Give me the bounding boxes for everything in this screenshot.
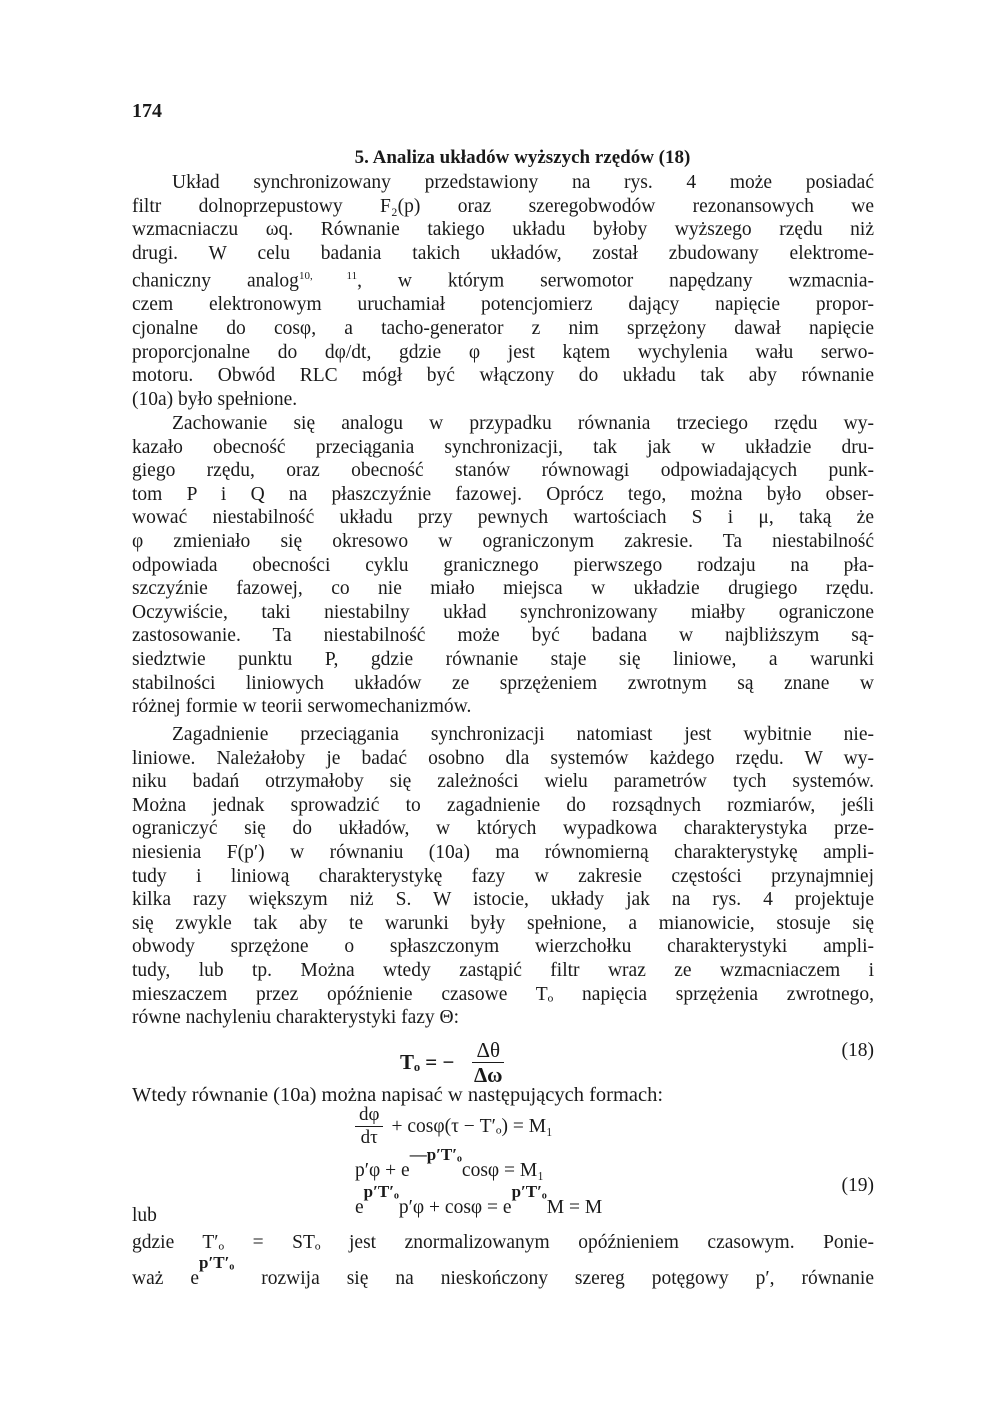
paragraph-1 — [132, 171, 874, 411]
text-line: tom P i Q na płaszczyźnie fazowej. Oprócz tego, można było obser- — [132, 483, 874, 505]
fraction-numerator: dφ — [355, 1104, 383, 1127]
text-line: φ zmieniało się okresowo w ograniczonym zakresie. Ta niestabilność — [132, 530, 874, 552]
text-line: Oczywiście, taki niestabilny układ synchronizowany miałby ograniczone — [132, 601, 874, 623]
text-line: niku badań otrzymałoby się zależności wielu parametrów tych systemów. — [132, 771, 874, 793]
equation-part: p′φ + cosφ = e — [398, 1197, 512, 1218]
fraction-numerator: Δθ — [472, 1038, 504, 1063]
equation-part: e — [355, 1197, 364, 1218]
text-line: stabilności liniowych układów ze sprzężeniem zwrotnym są znane w — [132, 672, 874, 694]
equation-part: M = M — [546, 1197, 603, 1218]
fraction — [355, 1104, 383, 1149]
fraction-denominator: Δω — [473, 1063, 503, 1087]
text-line — [132, 265, 874, 293]
text-part: rozwija się na nieskończony szereg potęgowy p′, równanie — [261, 1268, 874, 1289]
equation-19-line-1 — [355, 1104, 553, 1149]
text-line: wzmacniaczu ωq. Równanie takiego układu byłoby wyższego rzędu niż — [132, 219, 874, 241]
text-line: Układ synchronizowany przedstawiony na rys. 4 może posiadać — [172, 172, 874, 193]
equation-number-18: (18) — [841, 1040, 874, 1061]
equation-lhs: Tₒ = − — [400, 1050, 455, 1074]
paragraph-3 — [132, 723, 874, 1030]
text-line: liniowe. Należałoby je badać osobno dla systemów każdego rzędu. W wy- — [132, 747, 874, 769]
text-line: tudy i liniową charakterystykę fazy w zakresie częstości przynajmniej — [132, 865, 874, 887]
text-line: (10a) było spełnione. — [132, 388, 298, 410]
exponent: p′T′ₒ — [199, 1253, 235, 1272]
lub-label: lub — [132, 1205, 157, 1226]
text-part: waż e — [132, 1268, 200, 1289]
text-line: czem elektronowym uruchamiał potencjomierz dający napięcie propor- — [132, 294, 874, 316]
text-line: zastosowanie. Ta niestabilność może być badana w najbliższym są- — [132, 625, 874, 647]
equation-intro-text: Wtedy równanie (10a) można napisać w następujących formach: — [132, 1084, 664, 1106]
text-line: odpowiada obecności cyklu granicznego pierwszego rodzaju na pła- — [132, 554, 874, 576]
text-line: równe nachyleniu charakterystyki fazy Θ: — [132, 1007, 460, 1029]
exponent: —p′T′ₒ — [409, 1145, 462, 1164]
text-line: mieszaczem przez opóźnienie czasowe Tₒ napięcia sprzężenia zwrotnego, — [132, 983, 874, 1005]
exponent: p′T′ₒ — [511, 1182, 547, 1201]
equation-rest: + cosφ(τ − T′ₒ) = M₁ — [391, 1115, 553, 1137]
section-title: 5. Analiza układów wyższych rzędów (18) — [354, 147, 691, 168]
fraction — [472, 1038, 504, 1087]
equation-18 — [400, 1038, 504, 1087]
text-line: tudy, lub tp. Można wtedy zastąpić filtr wraz ze wzmacniaczem i — [132, 959, 874, 981]
text-line: ograniczyć się do układów, w których wypadkowa charakterystyka prze- — [132, 818, 874, 840]
equation-part: p′φ + e — [355, 1160, 410, 1181]
text-line: cjonalne do cosφ, a tacho-generator z nim sprzężony dawał napięcie — [132, 318, 874, 340]
citation-refs: 10, 11 — [298, 270, 358, 283]
text-line: obwody sprzężone o spłaszczonym wierzchołku charakterystyki ampli- — [132, 936, 874, 958]
analog-text: chaniczny analog — [132, 270, 299, 292]
equation-19-line-3 — [355, 1182, 603, 1219]
equation-19-line-2 — [355, 1145, 545, 1182]
text-line: motoru. Obwód RLC mógł być włączony do układu tak aby równanie — [132, 365, 874, 387]
text-line: się zwykle tak aby te warunki były spełnione, a mianowicie, stosuje się — [132, 912, 874, 934]
text-line — [132, 1253, 874, 1290]
text-line: siedztwie punktu P, gdzie równanie staje się liniowe, a warunki — [132, 648, 874, 670]
text-line: proporcjonalne do dφ/dt, gdzie φ jest kątem wychylenia wału serwo- — [132, 341, 874, 363]
fraction-denominator: dτ — [360, 1127, 378, 1148]
text-line: gdzie T′ₒ = STₒ jest znormalizowanym opóźnieniem czasowym. Ponie- — [132, 1232, 874, 1253]
text-line: Zachowanie się analogu w przypadku równania trzeciego rzędu wy- — [172, 413, 874, 434]
text-line: wować niestabilność układu przy pewnych wartościach S i μ, taką że — [132, 507, 874, 529]
text-line: różnej formie w teorii serwomechanizmów. — [132, 696, 472, 718]
text-line: Zagadnienie przeciągania synchronizacji natomiast jest wybitnie nie- — [172, 724, 874, 745]
text-line: giego rzędu, oraz obecność stanów równowagi odpowiadających punk- — [132, 460, 874, 482]
equation-part: cosφ = M₁ — [461, 1160, 545, 1181]
text-line: Można jednak sprowadzić to zagadnienie do rozsądnych rozmiarów, jeśli — [132, 794, 874, 816]
equation-number-19: (19) — [841, 1175, 874, 1196]
analog-tail: , w którym serwomotor napędzany wzmacnia- — [357, 270, 875, 292]
text-line: drugi. W celu badania takich układów, został zbudowany elektrome- — [132, 242, 874, 264]
page-number: 174 — [132, 100, 162, 122]
exponent: p′T′ₒ — [363, 1182, 399, 1201]
paragraph-2 — [132, 412, 874, 719]
text-line: szczyźnie fazowej, co nie miało miejsca w układzie drugiego rzędu. — [132, 578, 874, 600]
text-line: kazało obecność przeciągania synchronizacji, tak jak w układzie dru- — [132, 436, 874, 458]
text-line: kilka razy większym niż S. W istocie, układy jak na rys. 4 projektuje — [132, 889, 874, 911]
text-line: filtr dolnoprzepustowy F₂(p) oraz szeregobwodów rezonansowych we — [132, 195, 874, 217]
text-line: niesienia F(p′) w równaniu (10a) ma równomierną charakterystykę ampli- — [132, 841, 874, 863]
